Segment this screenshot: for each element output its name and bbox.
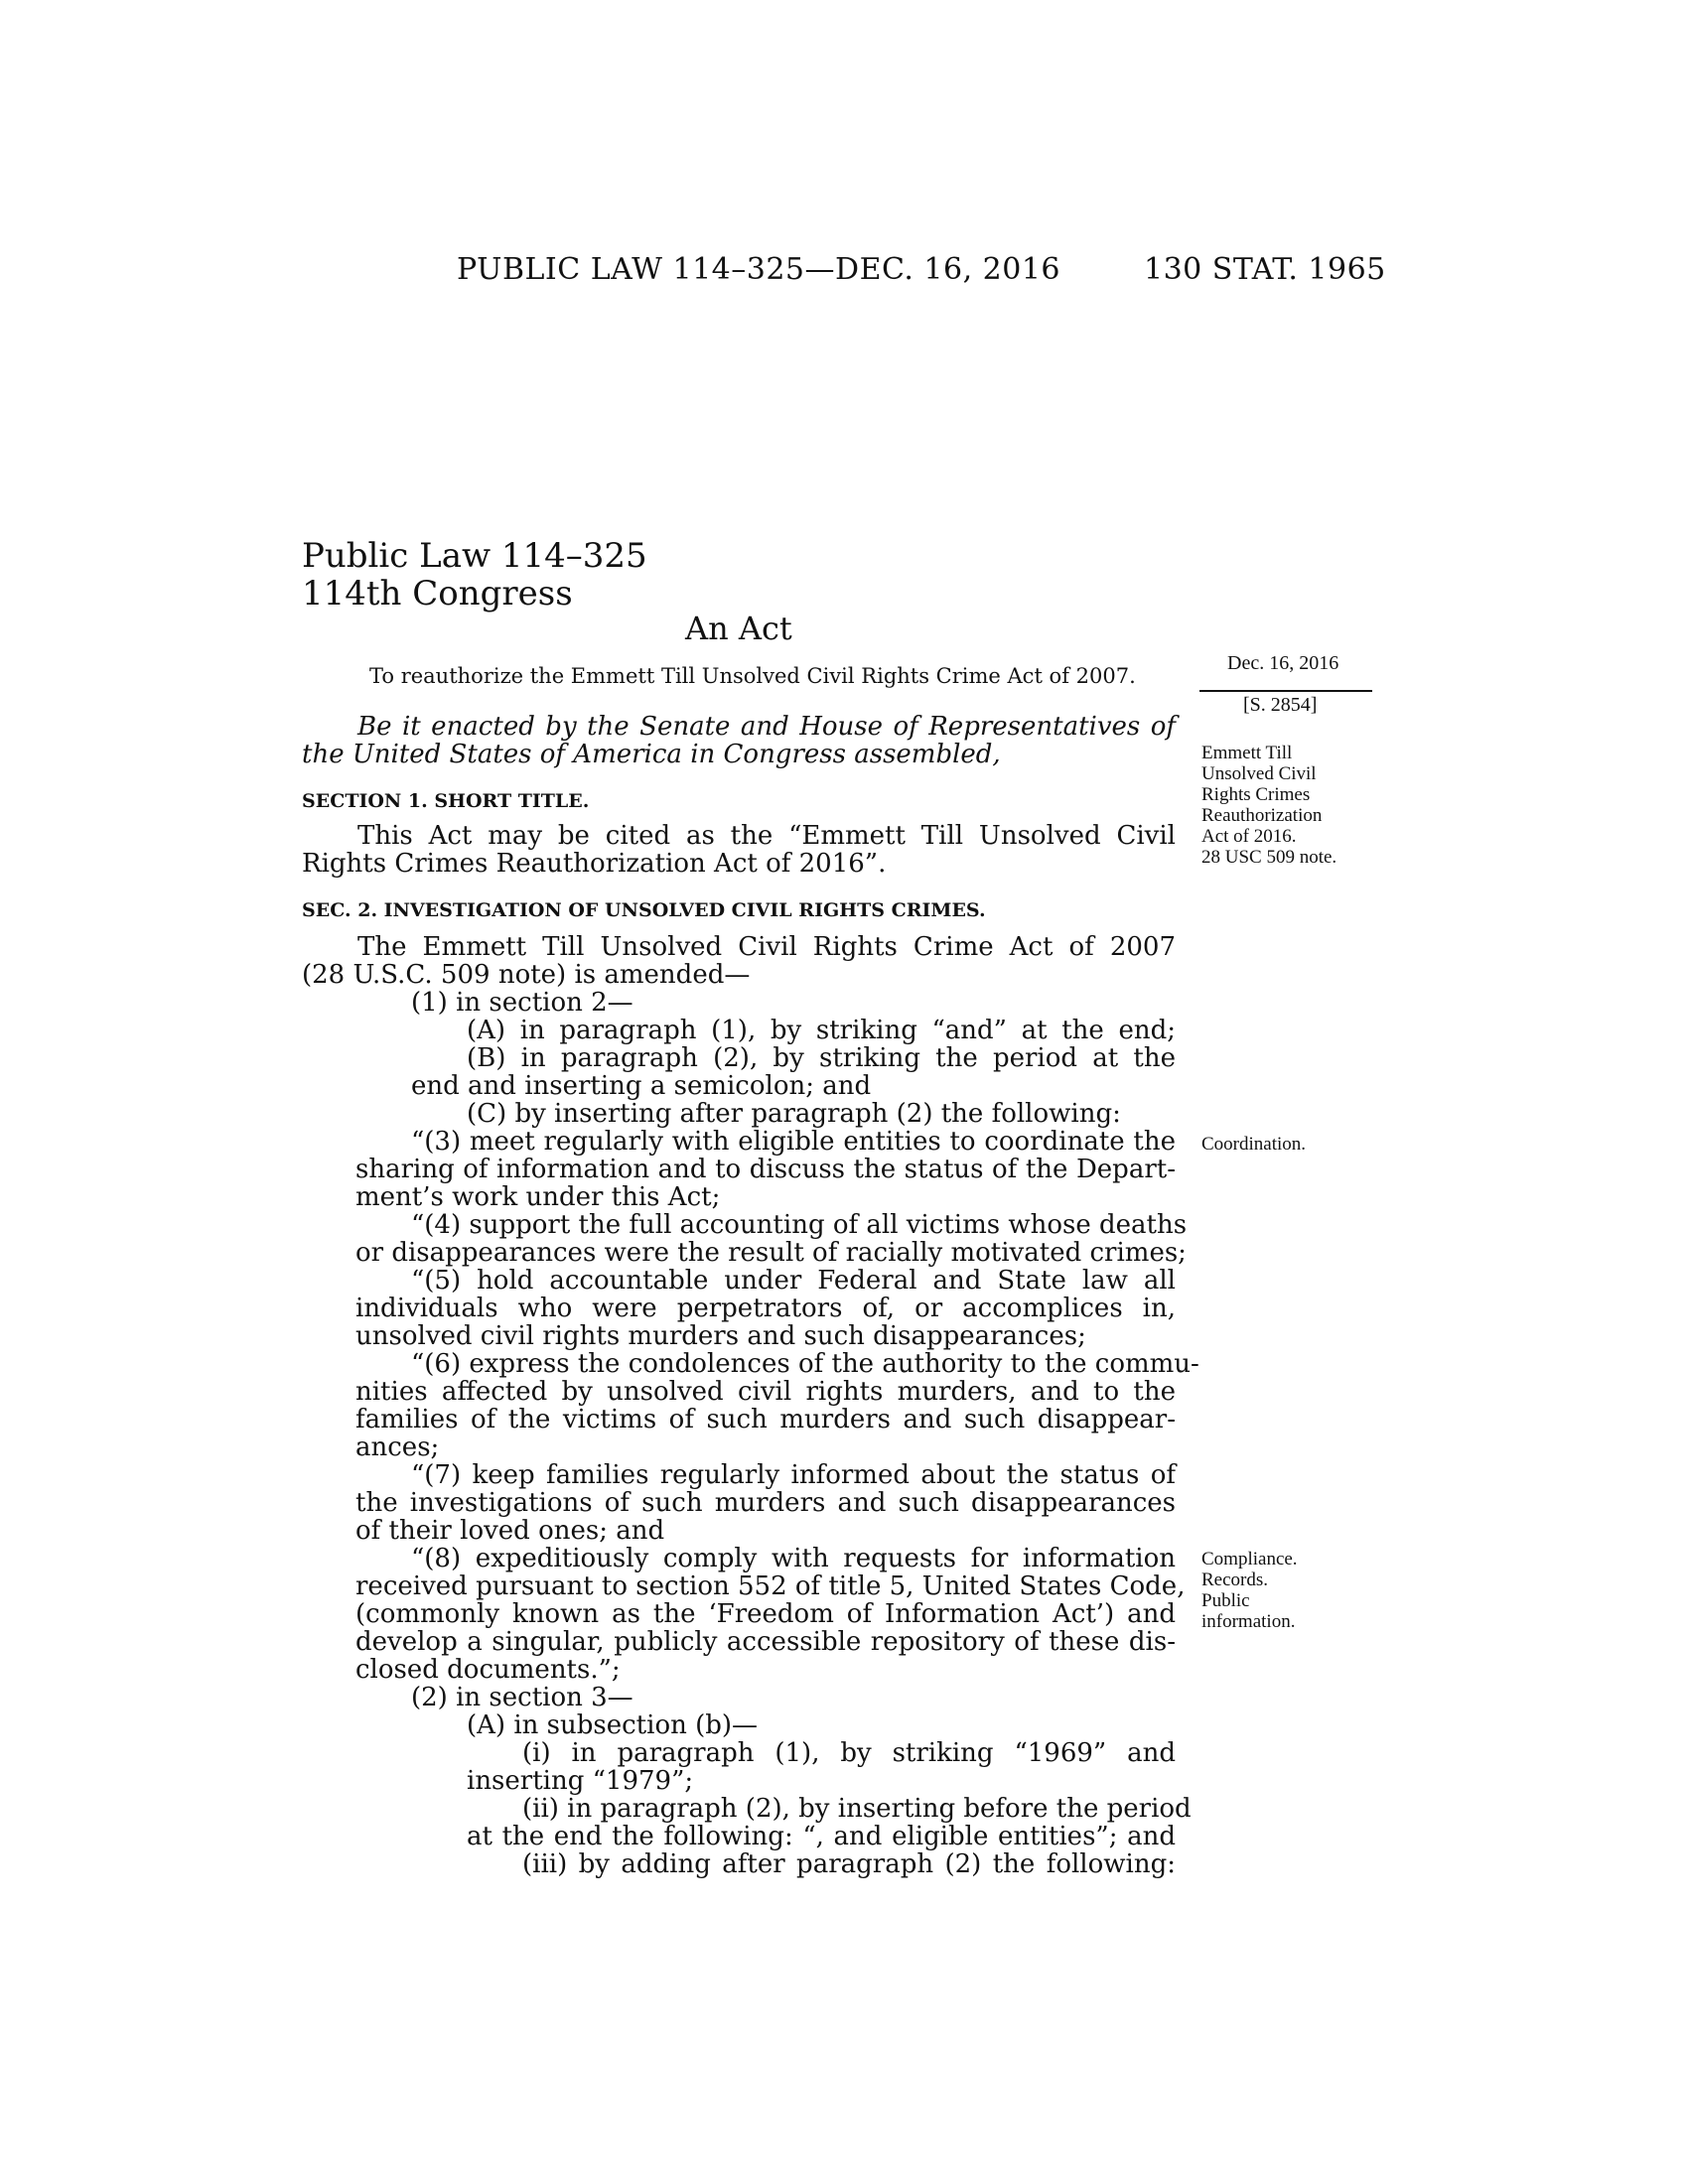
section-2-line: (B) in paragraph (2), by striking the period at the [467,1043,1176,1073]
margin-note-line: Records. [1201,1570,1269,1590]
margin-note-line: information. [1201,1611,1296,1632]
section-2-line: ances; [355,1433,440,1462]
section-2-line: (i) in paragraph (1), by striking “1969” and [522,1738,1176,1768]
margin-date: Dec. 16, 2016 [1227,652,1339,674]
section-2-line: at the end the following: “, and eligible entities”; and [467,1822,1176,1851]
section-2-line: or disappearances were the result of racially motivated crimes; [355,1238,1187,1268]
section-2-line: of their loved ones; and [355,1516,665,1546]
section-2-line: “(3) meet regularly with eligible entities to coordinate the [411,1127,1176,1157]
enacting-line: the United States of America in Congress assembled, [302,740,1001,769]
margin-note-line: Public [1201,1590,1250,1611]
section-2-line: develop a singular, publicly accessible repository of these dis- [355,1627,1176,1657]
running-head-law: PUBLIC LAW 114–325—DEC. 16, 2016 [457,252,1061,287]
section-2-line: ment’s work under this Act; [355,1182,721,1212]
act-label: An Act [685,610,792,647]
section-2-line: (C) by inserting after paragraph (2) the following: [467,1099,1121,1129]
section-1-line: This Act may be cited as the “Emmett Till Unsolved Civil [357,821,1176,851]
margin-rule [1199,690,1372,692]
section-2-line: end and inserting a semicolon; and [411,1071,872,1101]
margin-usc-note: 28 USC 509 note. [1201,847,1337,868]
section-2-line: nities affected by unsolved civil rights murders, and to the [355,1377,1176,1407]
margin-note-line: Act of 2016. [1201,826,1297,847]
section-2-line: individuals who were perpetrators of, or accomplices in, [355,1294,1176,1323]
section-2-line: inserting “1979”; [467,1766,694,1796]
section-2-line: (commonly known as the ‘Freedom of Information Act’) and [355,1599,1176,1629]
margin-bill-number: [S. 2854] [1243,694,1318,716]
margin-note-line: Rights Crimes [1201,784,1311,805]
congress-number: 114th Congress [302,574,573,614]
section-2-line: (ii) in paragraph (2), by inserting before the period [522,1794,1192,1824]
margin-coordination: Coordination. [1201,1134,1307,1155]
margin-compliance-note [1201,1549,1298,1632]
section-2-line: The Emmett Till Unsolved Civil Rights Crime Act of 2007 [357,932,1176,962]
section-1-heading: SECTION 1. SHORT TITLE. [302,790,590,812]
enacting-clause [302,713,1176,768]
section-2-line: (A) in subsection (b)— [467,1710,759,1740]
margin-note-line: Unsolved Civil [1201,763,1317,784]
running-head-page: 130 STAT. 1965 [1144,252,1386,287]
section-2-heading: SEC. 2. INVESTIGATION OF UNSOLVED CIVIL RIGHTS CRIMES. [302,899,986,921]
section-2-line: (28 U.S.C. 509 note) is amended— [302,960,751,990]
section-2-line: received pursuant to section 552 of title 5, United States Code, [355,1571,1186,1601]
section-2-line: (2) in section 3— [411,1683,633,1712]
section-2-line: (iii) by adding after paragraph (2) the following: [522,1849,1176,1879]
margin-note-line: Compliance. [1201,1549,1298,1570]
section-2-line: “(4) support the full accounting of all victims whose deaths [411,1210,1188,1240]
section-2-line: sharing of information and to discuss the status of the Depart- [355,1155,1176,1184]
law-number: Public Law 114–325 [302,536,647,576]
section-2-line: “(6) express the condolences of the authority to the commu- [411,1349,1199,1379]
section-2-line: “(5) hold accountable under Federal and State law all [411,1266,1176,1296]
section-2-line: “(8) expeditiously comply with requests for information [411,1544,1176,1573]
section-2-line: families of the victims of such murders and such disappear- [355,1405,1176,1434]
section-1-line: Rights Crimes Reauthorization Act of 2016”. [302,849,887,879]
section-2-line: unsolved civil rights murders and such disappearances; [355,1321,1086,1351]
section-2-line: (A) in paragraph (1), by striking “and” at the end; [467,1016,1176,1045]
section-2-line: closed documents.”; [355,1655,621,1685]
section-2-line: the investigations of such murders and such disappearances [355,1488,1176,1518]
section-2-line: (1) in section 2— [411,988,633,1018]
margin-short-title-note [1201,743,1336,868]
act-purpose: To reauthorize the Emmett Till Unsolved Civil Rights Crime Act of 2007. [369,664,1136,688]
margin-note-line: Emmett Till [1201,743,1293,763]
margin-note-line: Reauthorization [1201,805,1323,826]
enacting-line: Be it enacted by the Senate and House of Representatives of [357,712,1176,742]
section-2-line: “(7) keep families regularly informed about the status of [411,1460,1176,1490]
